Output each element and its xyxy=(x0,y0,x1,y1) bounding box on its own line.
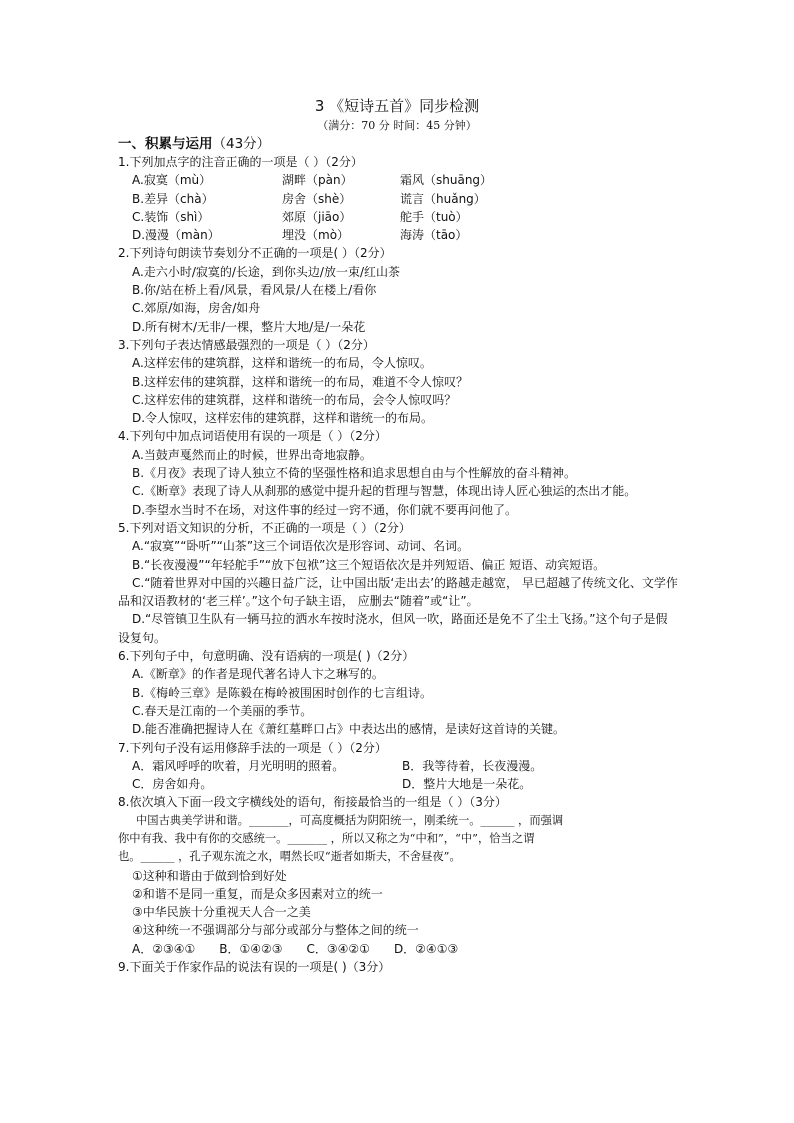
q1-option: B.差异（chà） xyxy=(132,191,214,206)
q7-option-c: C．房舍如舟。 xyxy=(132,777,213,792)
q7-option-a: A．霜风呼呼的吹着，月光明明的照着。 xyxy=(132,758,345,773)
q5-option-c: C.“随着世界对中国的兴趣日益广泛，让中国出版‘走出去’的路越走越宽， 早已超越了传统文化、文学作品和汉语教材的‘老三样’。”这个句子缺主语， 应删去“随着”或“让”。 xyxy=(118,575,678,609)
question-4-stem: 4.下列句中加点词语使用有误的一项是（ ）（2分） xyxy=(118,429,387,444)
question-7-options xyxy=(118,757,678,794)
q8-sentence-3: ③中华民族十分重视天人合一之美 xyxy=(132,905,311,920)
q5-option-b: B.“长夜漫漫”“年轻舵手”“放下包袱”这三个短语依次是并列短语、偏正 短语、动宾短语。 xyxy=(132,557,606,572)
question-5-stem: 5.下列对语文知识的分析，不正确的一项是（ ）（2分） xyxy=(118,520,411,535)
q2-option-a: A.走六小时/寂寞的/长途，到你头边/放一束/红山茶 xyxy=(132,264,400,279)
q2-option-c: C.郊原/如海，房舍/如舟 xyxy=(132,301,261,316)
q4-option-c: C.《断章》表现了诗人从刹那的感觉中提升起的哲理与智慧，体现出诗人匠心独运的杰出才能。 xyxy=(132,484,637,499)
q3-option-c: C.这样宏伟的建筑群，这样和谐统一的布局，会令人惊叹吗？ xyxy=(132,392,457,407)
q6-option-b: B.《梅岭三章》是陈毅在梅岭被围困时创作的七言组诗。 xyxy=(132,685,433,700)
q7-option-b: B．我等待着，长夜漫漫。 xyxy=(402,758,543,773)
q6-option-c: C.春天是江南的一个美丽的季节。 xyxy=(132,703,313,718)
q1-option: 谎言（huǎng） xyxy=(400,191,486,206)
q1-option: 房舍（shè） xyxy=(282,191,352,206)
question-1-stem: 1.下列加点字的注音正确的一项是（ ）（2分） xyxy=(118,155,363,169)
q5-option-d: D.“尽管镇卫生队有一辆马拉的洒水车按时浇水，但风一吹，路面还是免不了尘土飞扬。”这个句子是假设复句。 xyxy=(118,612,668,645)
q1-option: A.寂寞（mù） xyxy=(132,173,212,188)
question-1-options xyxy=(118,171,678,244)
q8-passage-line: 中国古典美学讲和谐。_______，可高度概括为阴阳统一，刚柔统一。______ ，而强调 xyxy=(136,813,564,827)
q1-option: 埋没（mò） xyxy=(282,228,350,243)
q1-option: 湖畔（pàn） xyxy=(282,173,353,188)
section-points: （43分） xyxy=(212,136,271,152)
question-6-stem: 6.下列句子中，句意明确、没有语病的一项是( )（2分） xyxy=(118,649,415,664)
q4-option-d: D.李望水当时不在场，对这件事的经过一窍不通，你们就不要再问他了。 xyxy=(132,502,518,517)
q8-sentence-2: ②和谐不是同一重复，而是众多因素对立的统一 xyxy=(132,886,383,901)
page-title: 3 《短诗五首》同步检测 xyxy=(314,97,480,115)
q5-option-a: A.“寂寞”“卧听”“山茶”这三个词语依次是形容词、动词、名词。 xyxy=(132,539,470,554)
q8-sentence-1: ①这种和谐由于做到恰到好处 xyxy=(132,868,287,883)
q2-option-d: D.所有树木/无非/一棵，整片大地/是/一朵花 xyxy=(132,319,366,334)
q3-option-d: D.令人惊叹，这样宏伟的建筑群，这样和谐统一的布局。 xyxy=(132,411,434,426)
question-8-stem: 8.依次填入下面一段文字横线处的语句，衔接最恰当的一组是（ ）（3分） xyxy=(118,795,507,810)
q8-choice-c: C．③④②① xyxy=(306,941,370,956)
q3-option-b: B.这样宏伟的建筑群，这样和谐统一的布局，难道不令人惊叹？ xyxy=(132,374,469,389)
question-7-stem: 7.下列句子没有运用修辞手法的一项是（ ）（2分） xyxy=(118,740,387,755)
question-2-stem: 2.下列诗句朗读节奏划分不正确的一项是( ）（2分） xyxy=(118,246,392,261)
q8-choice-d: D．②④①③ xyxy=(393,941,459,956)
question-8-choices xyxy=(118,940,678,958)
q6-option-d: D.能否准确把握诗人在《萧红墓畔口占》中表达出的感情，是读好这首诗的关键。 xyxy=(132,722,566,737)
section-heading xyxy=(118,135,678,153)
q1-option: D.漫漫（màn） xyxy=(132,228,220,243)
q6-option-a: A.《断章》的作者是现代著名诗人卞之琳写的。 xyxy=(132,667,384,682)
q1-option: 霜风（shuāng） xyxy=(400,173,493,188)
q2-option-b: B.你/站在桥上看/风景，看风景/人在楼上/看你 xyxy=(132,283,377,298)
q1-option: C.装饰（shì） xyxy=(132,209,210,224)
q7-option-d: D．整片大地是一朵花。 xyxy=(402,777,532,792)
q8-passage-line: 你中有我、我中有你的交感统一。_______ ，所以又称之为“中和”，“中”，恰当之谓 xyxy=(118,831,535,845)
q8-passage-line: 也。______ ，孔子观东流之水，喟然长叹“逝者如斯夫，不舍昼夜”。 xyxy=(118,850,461,864)
q3-option-a: A.这样宏伟的建筑群，这样和谐统一的布局，令人惊叹。 xyxy=(132,356,432,371)
q8-choice-a: A．②③④① xyxy=(132,941,196,956)
q1-option: 舵手（tuò） xyxy=(400,209,468,224)
q4-option-a: A.当鼓声戛然而止的时候，世界出奇地寂静。 xyxy=(132,447,372,462)
q1-option: 海涛（tāo） xyxy=(400,228,468,243)
page-subtitle: （满分：70 分 时间：45 分钟） xyxy=(317,119,477,132)
section-title: 一、积累与运用 xyxy=(118,136,213,152)
question-9-stem: 9.下面关于作家作品的说法有误的一项是( )（3分） xyxy=(118,960,391,975)
q8-choice-b: B．①④②③ xyxy=(219,941,283,956)
q1-option: 郊原（jiāo） xyxy=(282,209,352,224)
q8-sentence-4: ④这种统一不强调部分与部分或部分与整体之间的统一 xyxy=(132,923,419,938)
question-3-stem: 3.下列句子表达情感最强烈的一项是（ ）（2分） xyxy=(118,337,375,352)
exam-content xyxy=(118,135,678,976)
q4-option-b: B.《月夜》表现了诗人独立不倚的坚强性格和追求思想自由与个性解放的奋斗精神。 xyxy=(132,466,577,481)
